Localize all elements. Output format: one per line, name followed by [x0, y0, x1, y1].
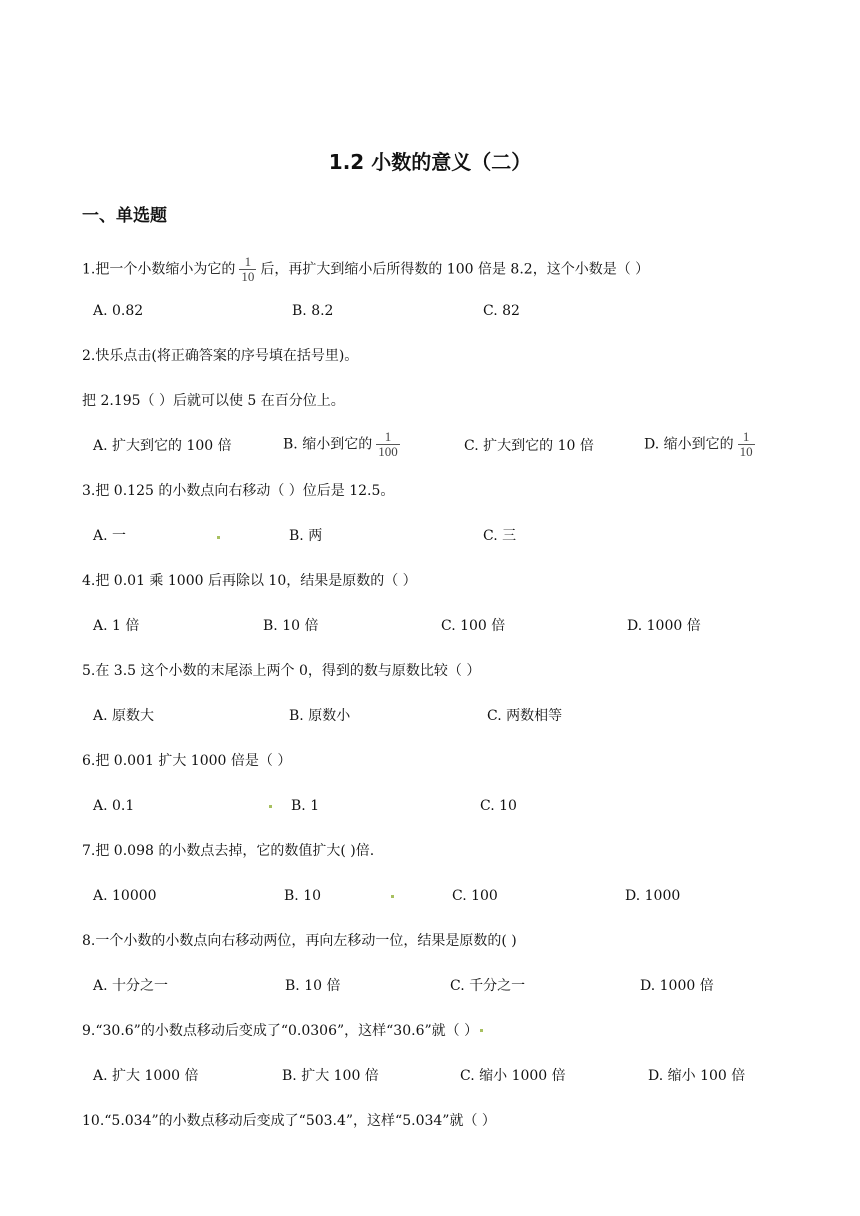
option-c[interactable]: C. 10	[480, 798, 517, 814]
option-b[interactable]: B. 两	[289, 528, 323, 544]
question-1-text: 1.把一个小数缩小为它的	[82, 261, 236, 278]
question-2-stem: 把 2.195（ ）后就可以使 5 在百分位上。	[82, 393, 345, 409]
question-1	[82, 255, 649, 284]
option-a[interactable]: A. 扩大 1000 倍	[93, 1068, 199, 1084]
question-4: 4.把 0.01 乘 1000 后再除以 10，结果是原数的（ ）	[82, 573, 417, 589]
option-a[interactable]: A. 十分之一	[93, 978, 169, 994]
option-a[interactable]: A. 扩大到它的 100 倍	[93, 438, 232, 454]
option-a[interactable]: A. 一	[93, 528, 127, 544]
option-c[interactable]: C. 两数相等	[487, 708, 563, 724]
option-b[interactable]: B. 扩大 100 倍	[282, 1068, 379, 1084]
option-d[interactable]: D. 1000 倍	[640, 978, 714, 994]
question-7: 7.把 0.098 的小数点去掉，它的数值扩大( )倍.	[82, 843, 375, 859]
option-b[interactable]: B. 10 倍	[285, 978, 341, 994]
option-c[interactable]: C. 100 倍	[441, 618, 506, 634]
mark-dot	[217, 536, 220, 539]
mark-dot	[391, 895, 394, 898]
option-b[interactable]: B. 缩小到它的 $\frac{1}{100}$	[283, 429, 398, 459]
option-a[interactable]: A. 10000	[93, 888, 157, 904]
option-b[interactable]: B. 原数小	[289, 708, 351, 724]
option-b[interactable]: B. 10 倍	[263, 618, 319, 634]
option-c[interactable]: C. 82	[483, 303, 520, 319]
page-title: 1.2 小数的意义（二）	[328, 150, 532, 174]
fraction: $\frac{1}{100}$	[378, 429, 398, 459]
mark-dot	[480, 1029, 483, 1032]
question-5: 5.在 3.5 这个小数的末尾添上两个 0，得到的数与原数比较（ ）	[82, 663, 481, 679]
question-1-text-2: 后，再扩大到缩小后所得数的 100 倍是 8.2，这个小数是（ ）	[260, 261, 650, 278]
option-c[interactable]: C. 100	[452, 888, 498, 904]
fraction: $\frac{1}{10}$	[241, 254, 255, 284]
option-a[interactable]: A. 0.1	[93, 798, 135, 814]
option-c[interactable]: C. 扩大到它的 10 倍	[464, 438, 594, 454]
option-c[interactable]: C. 缩小 1000 倍	[460, 1068, 566, 1084]
option-d[interactable]: D. 缩小 100 倍	[648, 1068, 746, 1084]
option-a[interactable]: A. 1 倍	[93, 618, 140, 634]
fraction: $\frac{1}{10}$	[739, 429, 753, 459]
option-c[interactable]: C. 千分之一	[450, 978, 526, 994]
question-2: 2.快乐点击(将正确答案的序号填在括号里)。	[82, 348, 359, 364]
mark-dot	[269, 805, 272, 808]
option-a[interactable]: A. 原数大	[93, 708, 155, 724]
question-9: 9.“30.6”的小数点移动后变成了“0.0306”，这样“30.6”就（ ）	[82, 1023, 479, 1039]
option-b[interactable]: B. 1	[291, 798, 320, 814]
section-title: 一、单选题	[82, 206, 167, 226]
question-6: 6.把 0.001 扩大 1000 倍是（ ）	[82, 753, 292, 769]
option-b[interactable]: B. 10	[284, 888, 322, 904]
question-3: 3.把 0.125 的小数点向右移动（ ）位后是 12.5。	[82, 483, 395, 499]
option-d[interactable]: D. 缩小到它的 $\frac{1}{10}$	[644, 429, 753, 459]
option-d[interactable]: D. 1000 倍	[627, 618, 701, 634]
option-d[interactable]: D. 1000	[625, 888, 681, 904]
option-c[interactable]: C. 三	[483, 528, 517, 544]
option-a[interactable]: A. 0.82	[93, 303, 144, 319]
question-8: 8.一个小数的小数点向右移动两位，再向左移动一位，结果是原数的( )	[82, 933, 517, 949]
question-10: 10.“5.034”的小数点移动后变成了“503.4”，这样“5.034”就（ ）	[82, 1113, 496, 1129]
option-b[interactable]: B. 8.2	[292, 303, 334, 319]
